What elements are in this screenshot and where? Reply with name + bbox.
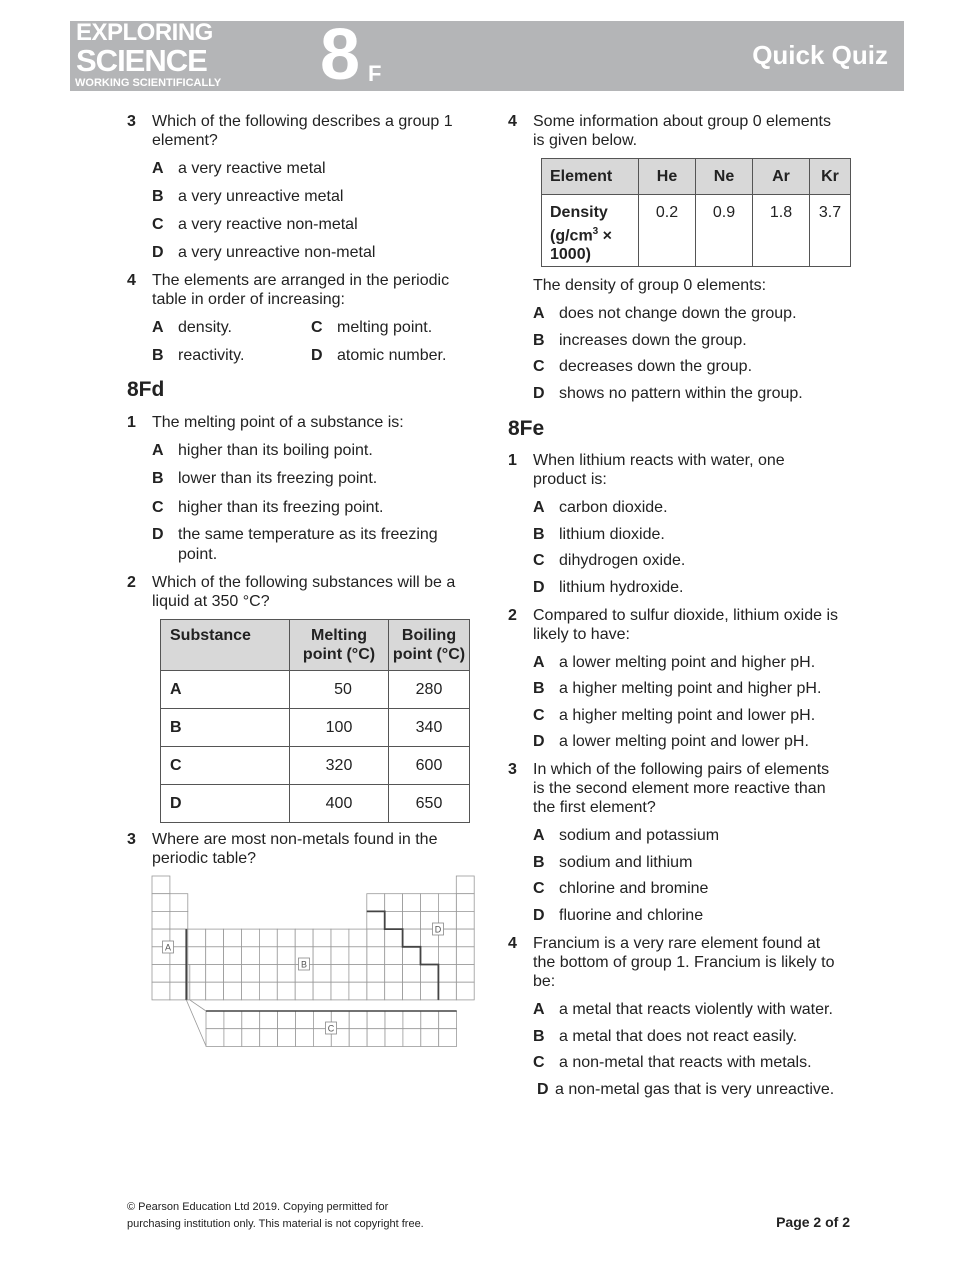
question-text: is the second element more reactive than — [533, 780, 826, 797]
logo-line-2: SCIENCE — [76, 43, 207, 78]
element-cell — [349, 965, 367, 983]
element-cell — [259, 929, 277, 947]
copyright-line: purchasing institution only. This material is not copyright free. — [127, 1218, 424, 1230]
element-cell — [385, 894, 403, 912]
option-letter: C — [152, 216, 164, 233]
element-cell — [242, 929, 260, 947]
cell: 600 — [389, 747, 470, 785]
header-cell: Ne — [696, 159, 753, 195]
element-cell — [242, 982, 260, 1000]
option-text: point. — [178, 546, 218, 563]
question-text: Francium is a very rare element found at — [533, 935, 821, 952]
cell: B — [161, 709, 290, 747]
logo-line-1: EXPLORING — [76, 19, 213, 46]
connector-line — [190, 1000, 206, 1011]
option-text: does not change down the group. — [559, 305, 797, 322]
option-letter: B — [533, 332, 545, 349]
option-letter: D — [533, 907, 545, 924]
lanthanide-cell — [349, 1011, 367, 1029]
lanthanide-cell — [403, 1029, 421, 1047]
question-text: The elements are arranged in the periodic — [152, 272, 450, 289]
element-cell — [331, 965, 349, 983]
header-cell: Element — [542, 159, 639, 195]
table-row — [161, 671, 470, 709]
element-cell — [331, 947, 349, 965]
option-letter: C — [533, 358, 545, 375]
question-text: The melting point of a substance is: — [152, 414, 404, 431]
table-header-row — [161, 620, 470, 671]
question-text: liquid at 350 °C? — [152, 593, 270, 610]
element-cell — [367, 929, 385, 947]
option-text: lithium dioxide. — [559, 526, 665, 543]
option-text: increases down the group. — [559, 332, 747, 349]
element-cell — [367, 965, 385, 983]
element-cell — [367, 911, 385, 929]
option-letter: C — [311, 319, 323, 336]
element-cell — [385, 929, 403, 947]
question-number: 2 — [508, 607, 517, 624]
option-text: shows no pattern within the group. — [559, 385, 803, 402]
table-header-row — [542, 159, 851, 195]
cell: 400 — [290, 785, 389, 823]
element-cell — [224, 982, 242, 1000]
element-cell — [170, 894, 188, 912]
element-cell — [206, 965, 224, 983]
lanthanide-cell — [242, 1029, 260, 1047]
row-label-line: × — [598, 227, 613, 245]
element-cell — [259, 982, 277, 1000]
question-text: product is: — [533, 471, 607, 488]
header-cell: Kr — [810, 159, 851, 195]
element-cell — [295, 929, 313, 947]
element-cell — [224, 965, 242, 983]
option-text: sodium and potassium — [559, 827, 720, 844]
lanthanide-cell — [385, 1011, 403, 1029]
table-row — [161, 709, 470, 747]
lanthanide-cell — [367, 1011, 385, 1029]
option-letter: C — [152, 499, 164, 516]
question-stem: The density of group 0 elements: — [533, 277, 767, 294]
lanthanide-cell — [296, 1029, 314, 1047]
element-cell — [385, 982, 403, 1000]
lanthanide-cell — [206, 1029, 224, 1047]
superscript: 3 — [592, 226, 599, 237]
cell: 280 — [389, 671, 470, 709]
element-cell — [456, 982, 474, 1000]
table-row — [542, 195, 851, 267]
element-cell — [277, 982, 295, 1000]
header-cell — [290, 620, 389, 671]
row-label — [542, 195, 639, 267]
option-letter: B — [533, 680, 545, 697]
element-cell — [403, 894, 421, 912]
option-letter: A — [152, 160, 164, 177]
element-cell — [403, 965, 421, 983]
option-letter: B — [152, 347, 164, 364]
element-cell — [259, 947, 277, 965]
lanthanide-cell — [278, 1029, 296, 1047]
question-text: When lithium reacts with water, one — [533, 452, 785, 469]
element-cell — [403, 982, 421, 1000]
cell: 0.9 — [696, 195, 753, 267]
option-letter: D — [537, 1081, 549, 1098]
lanthanide-cell — [260, 1029, 278, 1047]
option-letter: C — [533, 552, 545, 569]
region-label-a: A — [164, 942, 172, 953]
element-cell — [295, 982, 313, 1000]
option-text: a very reactive metal — [178, 160, 326, 177]
element-cell — [170, 982, 188, 1000]
element-cell — [313, 965, 331, 983]
option-letter: B — [533, 1028, 545, 1045]
cell: 340 — [389, 709, 470, 747]
option-letter: D — [533, 733, 545, 750]
table-row — [161, 747, 470, 785]
option-text: a higher melting point and lower pH. — [559, 707, 816, 724]
lanthanide-cell — [349, 1029, 367, 1047]
element-cell — [152, 876, 170, 894]
element-cell — [277, 947, 295, 965]
element-cell — [421, 894, 439, 912]
copyright-line: © Pearson Education Ltd 2019. Copying permitted for — [127, 1201, 389, 1213]
element-cell — [188, 982, 206, 1000]
section-heading: 8Fd — [127, 378, 165, 401]
question-number: 3 — [127, 113, 136, 130]
cell: 1.8 — [753, 195, 810, 267]
cell: 3.7 — [810, 195, 851, 267]
option-text: a non-metal gas that is very unreactive. — [555, 1081, 835, 1098]
header-cell: Ar — [753, 159, 810, 195]
option-text: density. — [178, 319, 232, 336]
lanthanide-cell — [224, 1011, 242, 1029]
option-text: a metal that does not react easily. — [559, 1028, 798, 1045]
question-text: element? — [152, 132, 218, 149]
question-text: be: — [533, 973, 556, 990]
question-number: 1 — [127, 414, 136, 431]
question-number: 4 — [508, 113, 517, 130]
element-cell — [456, 894, 474, 912]
element-cell — [438, 965, 456, 983]
option-letter: C — [533, 707, 545, 724]
option-letter: C — [533, 880, 545, 897]
table-row — [161, 785, 470, 823]
option-letter: A — [533, 827, 545, 844]
section-heading: 8Fe — [508, 417, 545, 440]
option-text: higher than its freezing point. — [178, 499, 384, 516]
element-cell — [331, 982, 349, 1000]
option-text: atomic number. — [337, 347, 447, 364]
element-cell — [206, 982, 224, 1000]
header-line: point (°C) — [302, 646, 376, 663]
option-text: a very unreactive non-metal — [178, 244, 376, 261]
option-letter: A — [152, 319, 164, 336]
option-letter: A — [533, 654, 545, 671]
element-cell — [385, 965, 403, 983]
region-label-b: B — [300, 959, 308, 970]
element-cell — [259, 965, 277, 983]
option-letter: C — [533, 1054, 545, 1071]
lanthanide-cell — [260, 1011, 278, 1029]
cell: 50 — [290, 671, 389, 709]
element-cell — [242, 965, 260, 983]
melting-boiling-table — [160, 619, 470, 823]
option-text: reactivity. — [178, 347, 245, 364]
element-cell — [224, 929, 242, 947]
element-cell — [438, 894, 456, 912]
option-text: a non-metal that reacts with metals. — [559, 1054, 812, 1071]
element-cell — [277, 929, 295, 947]
option-letter: D — [152, 526, 164, 543]
header-line: Boiling — [401, 627, 457, 644]
element-cell — [403, 929, 421, 947]
element-cell — [277, 965, 295, 983]
cell: 0.2 — [639, 195, 696, 267]
element-cell — [188, 965, 206, 983]
element-cell — [313, 947, 331, 965]
element-cell — [152, 911, 170, 929]
option-letter: B — [533, 526, 545, 543]
cell: 650 — [389, 785, 470, 823]
element-cell — [331, 929, 349, 947]
option-text: chlorine and bromine — [559, 880, 709, 897]
element-cell — [367, 894, 385, 912]
option-text: decreases down the group. — [559, 358, 753, 375]
element-cell — [403, 947, 421, 965]
option-text: a very reactive non-metal — [178, 216, 358, 233]
option-text: a metal that reacts violently with water. — [559, 1001, 833, 1018]
lanthanide-cell — [206, 1011, 224, 1029]
lanthanide-cell — [403, 1011, 421, 1029]
option-letter: B — [152, 470, 164, 487]
question-text: Which of the following substances will be a — [152, 574, 456, 591]
element-cell — [313, 929, 331, 947]
cell: 320 — [290, 747, 389, 785]
logo-line-3: WORKING SCIENTIFICALLY — [75, 77, 222, 89]
periodic-table-diagram — [145, 870, 480, 1055]
element-cell — [367, 982, 385, 1000]
element-cell — [152, 894, 170, 912]
option-text: a very unreactive metal — [178, 188, 344, 205]
element-cell — [456, 965, 474, 983]
option-text: sodium and lithium — [559, 854, 693, 871]
option-text: the same temperature as its freezing — [178, 526, 438, 543]
element-cell — [349, 982, 367, 1000]
element-cell — [421, 965, 439, 983]
group0-density-table — [541, 158, 851, 267]
option-letter: B — [152, 188, 164, 205]
unit-letter: F — [368, 61, 382, 86]
element-cell — [456, 876, 474, 894]
option-text: melting point. — [337, 319, 433, 336]
option-letter: A — [533, 1001, 545, 1018]
lanthanide-cell — [278, 1011, 296, 1029]
element-cell — [438, 982, 456, 1000]
cell: A — [161, 671, 290, 709]
header-cell — [389, 620, 470, 671]
option-text: lower than its freezing point. — [178, 470, 378, 487]
option-letter: A — [533, 499, 545, 516]
option-text: a lower melting point and lower pH. — [559, 733, 809, 750]
option-text: higher than its boiling point. — [178, 442, 373, 459]
page-number: Page 2 of 2 — [776, 1214, 850, 1230]
question-number: 2 — [127, 574, 136, 591]
element-cell — [224, 947, 242, 965]
element-cell — [152, 965, 170, 983]
unit-number: 8 — [320, 15, 361, 95]
element-cell — [421, 982, 439, 1000]
region-label-c: C — [327, 1023, 335, 1034]
element-cell — [206, 929, 224, 947]
question-text: In which of the following pairs of elements — [533, 761, 830, 778]
header-line: Melting — [311, 627, 367, 644]
lanthanide-cell — [367, 1029, 385, 1047]
lanthanide-cell — [224, 1029, 242, 1047]
lanthanide-cell — [296, 1011, 314, 1029]
element-cell — [456, 947, 474, 965]
element-cell — [403, 911, 421, 929]
element-cell — [385, 947, 403, 965]
row-label-line: 1000) — [550, 246, 591, 264]
element-cell — [349, 947, 367, 965]
option-letter: D — [311, 347, 323, 364]
element-cell — [152, 982, 170, 1000]
question-text: Some information about group 0 elements — [533, 113, 831, 130]
element-cell — [349, 929, 367, 947]
element-cell — [170, 965, 188, 983]
option-text: carbon dioxide. — [559, 499, 668, 516]
element-cell — [385, 911, 403, 929]
element-cell — [170, 911, 188, 929]
header-cell: He — [639, 159, 696, 195]
option-letter: A — [533, 305, 545, 322]
question-number: 1 — [508, 452, 517, 469]
lanthanide-cell — [242, 1011, 260, 1029]
question-text: table in order of increasing: — [152, 291, 345, 308]
question-number: 4 — [508, 935, 517, 952]
connector-line — [186, 1000, 206, 1046]
question-text: periodic table? — [152, 850, 257, 867]
element-cell — [438, 947, 456, 965]
option-letter: D — [152, 244, 164, 261]
element-cell — [188, 947, 206, 965]
cell: 100 — [290, 709, 389, 747]
element-cell — [456, 911, 474, 929]
region-label-d: D — [434, 924, 442, 935]
question-number: 3 — [127, 831, 136, 848]
option-letter: B — [533, 854, 545, 871]
option-text: a higher melting point and higher pH. — [559, 680, 822, 697]
element-cell — [421, 947, 439, 965]
question-text: Compared to sulfur dioxide, lithium oxide is — [533, 607, 839, 624]
option-letter: D — [533, 579, 545, 596]
option-letter: A — [152, 442, 164, 459]
row-label-line: Density — [550, 204, 608, 221]
lanthanide-cell — [385, 1029, 403, 1047]
row-label-line: (g/cm — [550, 227, 593, 245]
element-cell — [313, 982, 331, 1000]
element-cell — [367, 947, 385, 965]
cell: C — [161, 747, 290, 785]
lanthanide-cell — [439, 1011, 457, 1029]
header-banner — [70, 15, 904, 95]
question-text: the first element? — [533, 799, 656, 816]
lanthanide-cell — [439, 1029, 457, 1047]
element-cell — [242, 947, 260, 965]
element-cell — [188, 929, 206, 947]
cell: D — [161, 785, 290, 823]
question-text: Where are most non-metals found in the — [152, 831, 438, 848]
question-text: likely to have: — [533, 626, 630, 643]
lanthanide-cell — [421, 1029, 439, 1047]
question-number: 3 — [508, 761, 517, 778]
question-text: is given below. — [533, 132, 638, 149]
option-text: dihydrogen oxide. — [559, 552, 686, 569]
option-letter: D — [533, 385, 545, 402]
question-text: Which of the following describes a group 1 — [152, 113, 453, 130]
header-cell: Substance — [161, 620, 290, 671]
option-text: lithium hydroxide. — [559, 579, 684, 596]
lanthanide-cell — [421, 1011, 439, 1029]
header-line: point (°C) — [392, 646, 466, 663]
page-title: Quick Quiz — [752, 40, 888, 70]
element-cell — [456, 929, 474, 947]
element-cell — [206, 947, 224, 965]
option-text: fluorine and chlorine — [559, 907, 704, 924]
question-number: 4 — [127, 272, 136, 289]
question-text: the bottom of group 1. Francium is likely to — [533, 954, 835, 971]
option-text: a lower melting point and higher pH. — [559, 654, 816, 671]
